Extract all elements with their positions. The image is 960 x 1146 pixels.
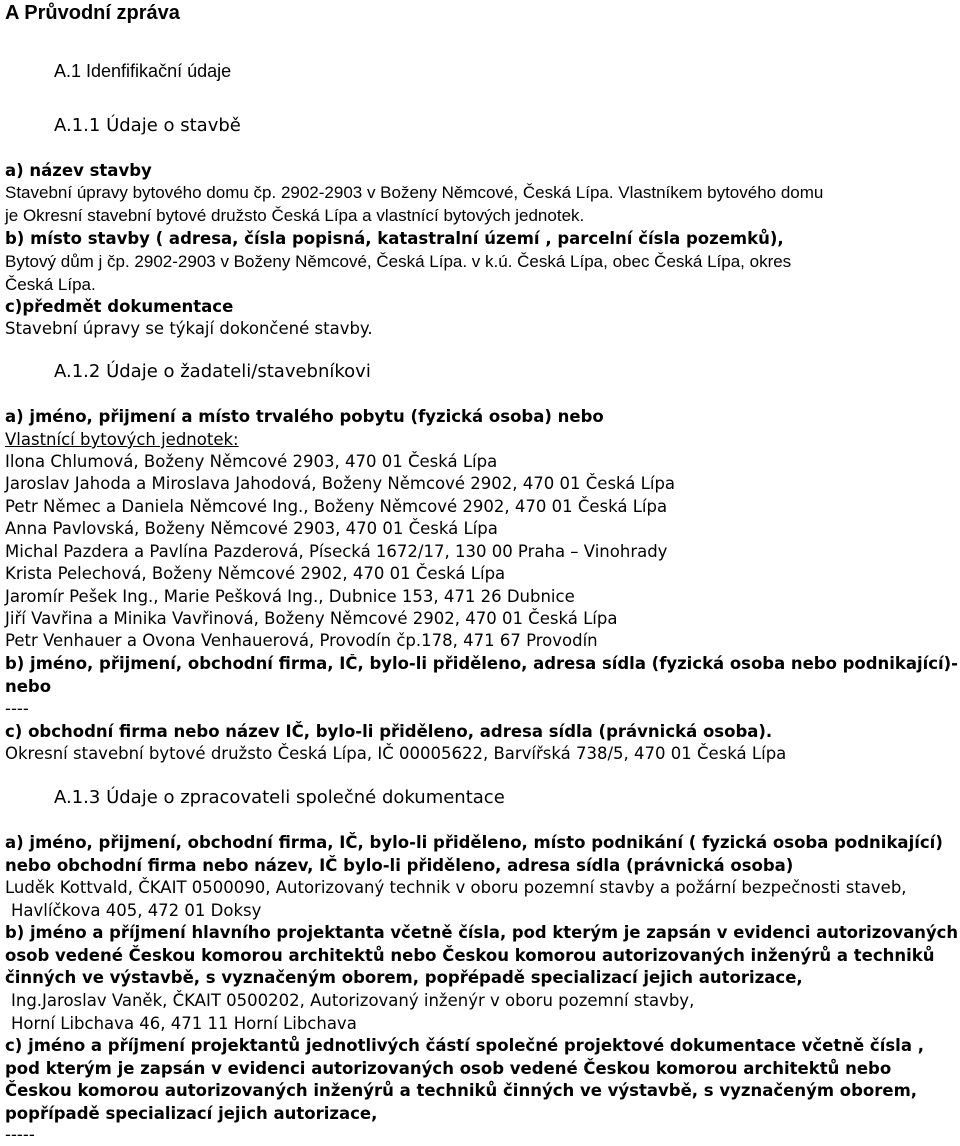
owner-item: Anna Pavlovská, Boženy Němcové 2903, 470 01 Česká Lípa	[5, 519, 498, 538]
a13-a-text-line-2: Havlíčkova 405, 472 01 Doksy	[11, 901, 262, 920]
section-a1-heading: A.1 Idenfifikační údaje	[54, 61, 232, 81]
a12-c-value: Okresní stavební bytové družsto Česká Lípa, IČ 00005622, Barvířská 738/5, 470 01 Česká Lípa	[5, 744, 787, 763]
a11-b-label: b) místo stavby ( adresa, čísla popisná, katastralní území , parcelní čísla pozemků),	[5, 229, 784, 248]
a12-b-label-line-1: b) jméno, přijmení, obchodní firma, IČ, bylo-li přiděleno, adresa sídla (fyzická osoba nebo podnikající)-	[5, 654, 959, 673]
a13-c-label-line-2: pod kterým je zapsán v evidenci autorizovaných osob vedené Českou komorou architektů nebo	[5, 1059, 892, 1078]
a11-a-text-line-1: Stavební úpravy bytového domu čp. 2902-2903 v Boženy Němcové, Česká Lípa. Vlastníkem bytového domu	[5, 183, 824, 202]
section-a12-heading: A.1.2 Údaje o žadateli/stavebníkovi	[54, 361, 371, 382]
a13-c-value: -----	[5, 1125, 35, 1144]
a11-c-text: Stavební úpravy se týkají dokončené stavby.	[5, 319, 373, 338]
a11-a-label: a) název stavby	[5, 161, 152, 180]
owner-item: Petr Němec a Daniela Němcové Ing., Boženy Němcové 2902, 470 01 Česká Lípa	[5, 497, 668, 516]
a13-c-label-line-3: Českou komorou autorizovaných inženýrů a techniků činných ve výstavbě, s vyznačeným oborem,	[5, 1081, 918, 1100]
a13-b-label-line-2: osob vedené Českou komorou architektů nebo Českou komorou autorizovaných inženýrů a techniků	[5, 946, 935, 965]
doc-title: A Průvodní zpráva	[5, 2, 180, 24]
owner-item: Jaromír Pešek Ing., Marie Pešková Ing., Dubnice 153, 471 26 Dubnice	[5, 587, 575, 606]
a13-b-text-line-2: Horní Libchava 46, 471 11 Horní Libchava	[11, 1014, 357, 1033]
a13-b-text-line-1: Ing.Jaroslav Vaněk, ČKAIT 0500202, Autorizovaný inženýr v oboru pozemní stavby,	[11, 991, 695, 1010]
a13-c-label-line-1: c) jméno a příjmení projektantů jednotlivých částí společné projektové dokumentace včetně čísla ,	[5, 1036, 924, 1055]
a12-b-label-line-2: nebo	[5, 677, 52, 696]
a12-a-label: a) jméno, přijmení a místo trvalého pobytu (fyzická osoba) nebo	[5, 407, 604, 426]
a11-a-text-line-2: je Okresní stavební bytové družsto Česká Lípa a vlastnící bytových jednotek.	[5, 206, 585, 225]
a11-b-text-line-2: Česká Lípa.	[5, 275, 96, 294]
a12-c-label: c) obchodní firma nebo název IČ, bylo-li přiděleno, adresa sídla (právnická osoba).	[5, 722, 773, 741]
a11-c-label: c)předmět dokumentace	[5, 297, 234, 316]
owner-item: Ilona Chlumová, Boženy Němcové 2903, 470 01 Česká Lípa	[5, 452, 498, 471]
a13-b-label-line-3: činných ve výstavbě, s vyznačeným oborem, popřépadě specializací jejich autorizace,	[5, 968, 803, 987]
owners-label: Vlastnící bytových jednotek:	[5, 430, 239, 449]
owner-item: Jaroslav Jahoda a Miroslava Jahodová, Boženy Němcové 2902, 470 01 Česká Lípa	[5, 474, 676, 493]
a13-a-text-line-1: Luděk Kottvald, ČKAIT 0500090, Autorizovaný technik v oboru pozemní stavby a požární bezpečnosti staveb,	[5, 878, 907, 897]
a12-b-value: ----	[5, 699, 29, 718]
owner-item: Krista Pelechová, Boženy Němcové 2902, 470 01 Česká Lípa	[5, 564, 506, 583]
owner-item: Petr Venhauer a Ovona Venhauerová, Provodín čp.178, 471 67 Provodín	[5, 631, 598, 650]
a13-b-label-line-1: b) jméno a příjmení hlavního projektanta včetně čísla, pod kterým je zapsán v evidenci autorizovaných	[5, 923, 959, 942]
section-a11-heading: A.1.1 Údaje o stavbě	[54, 115, 241, 136]
a13-c-label-line-4: popřípadě specializací jejich autorizace,	[5, 1104, 378, 1123]
a13-a-label-line-1: a) jméno, přijmení, obchodní firma, IČ, bylo-li přiděleno, místo podnikání ( fyzická osoba podnikající)	[5, 833, 943, 852]
owner-item: Michal Pazdera a Pavlína Pazderová, Písecká 1672/17, 130 00 Praha – Vinohrady	[5, 542, 668, 561]
owner-item: Jiří Vavřina a Minika Vavřinová, Boženy Němcové 2902, 470 01 Česká Lípa	[5, 609, 618, 628]
section-a13-heading: A.1.3 Údaje o zpracovateli společné dokumentace	[54, 787, 505, 808]
a11-b-text-line-1: Bytový dům j čp. 2902-2903 v Boženy Němcové, Česká Lípa. v k.ú. Česká Lípa, obec Česká Lípa, okres	[5, 252, 792, 271]
a13-a-label-line-2: nebo obchodní firma nebo název, IČ bylo-li přiděleno, adresa sídla (právnická osoba)	[5, 856, 794, 875]
